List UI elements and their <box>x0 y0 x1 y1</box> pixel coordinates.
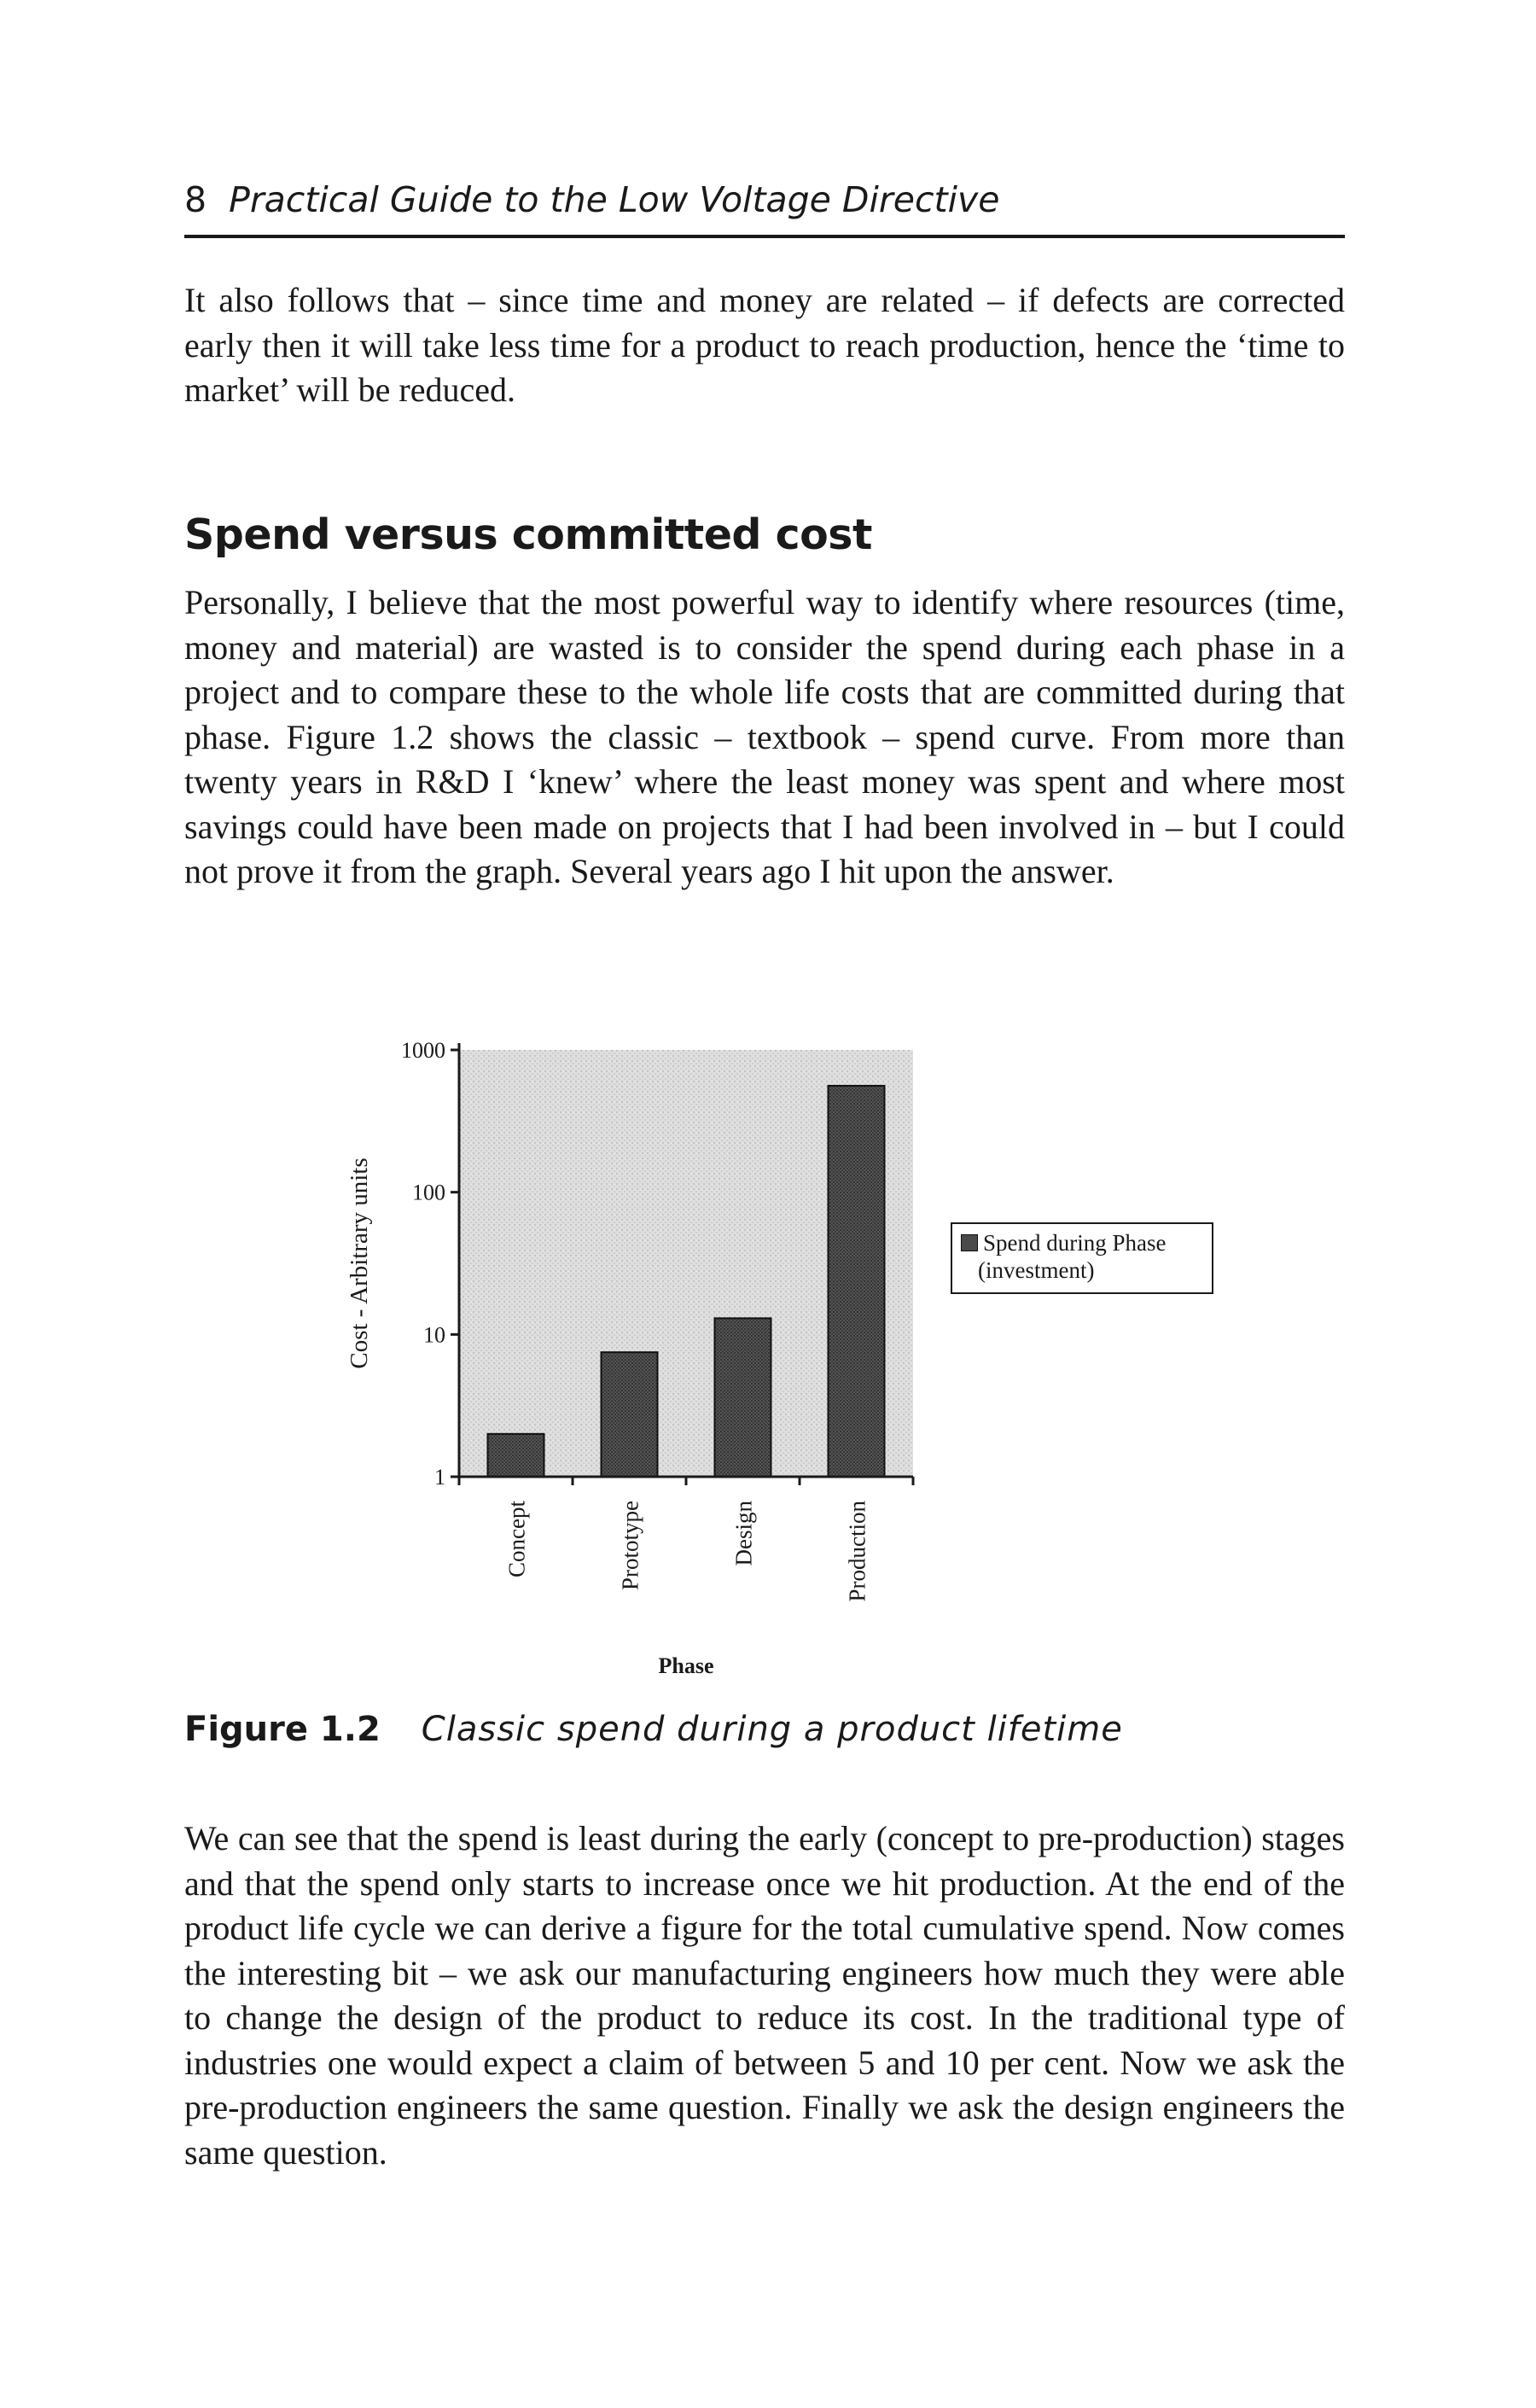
legend-label-line1: Spend during Phase <box>983 1230 1167 1256</box>
figure-1-2 <box>324 1024 1229 1690</box>
x-ticks-group <box>459 1477 913 1602</box>
bar-production <box>829 1086 885 1477</box>
x-tick-label-production: Production <box>844 1501 870 1602</box>
y-tick-label: 100 <box>412 1180 445 1205</box>
y-axis-label: Cost - Arbitrary units <box>346 1157 373 1369</box>
paragraph-personally: Personally, I believe that the most powerful way to identify where resources (time, money and material) are wasted is to consider the spend during each phase in a project and to compare these to the whole life costs that are committed during that phase. Figure 1.2 shows the classic – textbook – spend curve. From more than twenty years in R&D I ‘knew’ where the least money was spent and where most savings could have been made on projects that I had been involved in – but I could not prove it from the graph. Several years ago I hit upon the answer. <box>184 583 1345 890</box>
figure-caption <box>184 1710 1123 1749</box>
x-tick-label-design: Design <box>730 1501 757 1566</box>
y-tick-label: 1 <box>434 1465 445 1490</box>
figure-label: Figure 1.2 <box>184 1710 381 1749</box>
y-ticks-group <box>401 1038 459 1490</box>
header-rule <box>184 235 1345 238</box>
chart-legend <box>951 1222 1213 1294</box>
legend-label-line2: (investment) <box>978 1257 1095 1283</box>
y-tick-label: 1000 <box>401 1038 445 1063</box>
x-axis-label: Phase <box>658 1653 714 1678</box>
section-heading: Spend versus committed cost <box>184 510 872 559</box>
spend-bar-chart <box>324 1024 1229 1690</box>
running-head-title: Practical Guide to the Low Voltage Directive <box>229 179 1000 220</box>
x-tick-label-prototype: Prototype <box>617 1501 643 1590</box>
figure-caption-text: Classic spend during a product lifetime <box>421 1710 1123 1749</box>
paragraph-intro: It also follows that – since time and money are related – if defects are corrected early then it will take less time for a product to reach production, hence the ‘time to market’ will be reduced. <box>184 281 1345 409</box>
paragraph-closing: We can see that the spend is least during the early (concept to pre-production) stages and that the spend only starts to increase once we hit production. At the end of the product life cycle we can derive a figure for the total cumulative spend. Now comes the interesting bit – we ask our manufacturing engineers how much they were able to change the design of the product to reduce its cost. In the traditional type of industries one would expect a claim of between 5 and 10 per cent. Now we ask the pre-production engineers the same question. Finally we ask the design engineers the same question. <box>184 1819 1345 2172</box>
y-tick-label: 10 <box>423 1322 445 1348</box>
x-tick-label-concept: Concept <box>503 1501 530 1577</box>
bar-design <box>715 1318 771 1477</box>
bar-prototype <box>602 1352 658 1477</box>
page-number: 8 <box>184 179 207 220</box>
legend-swatch <box>961 1234 978 1251</box>
running-head <box>184 179 999 220</box>
bar-concept <box>488 1434 544 1477</box>
